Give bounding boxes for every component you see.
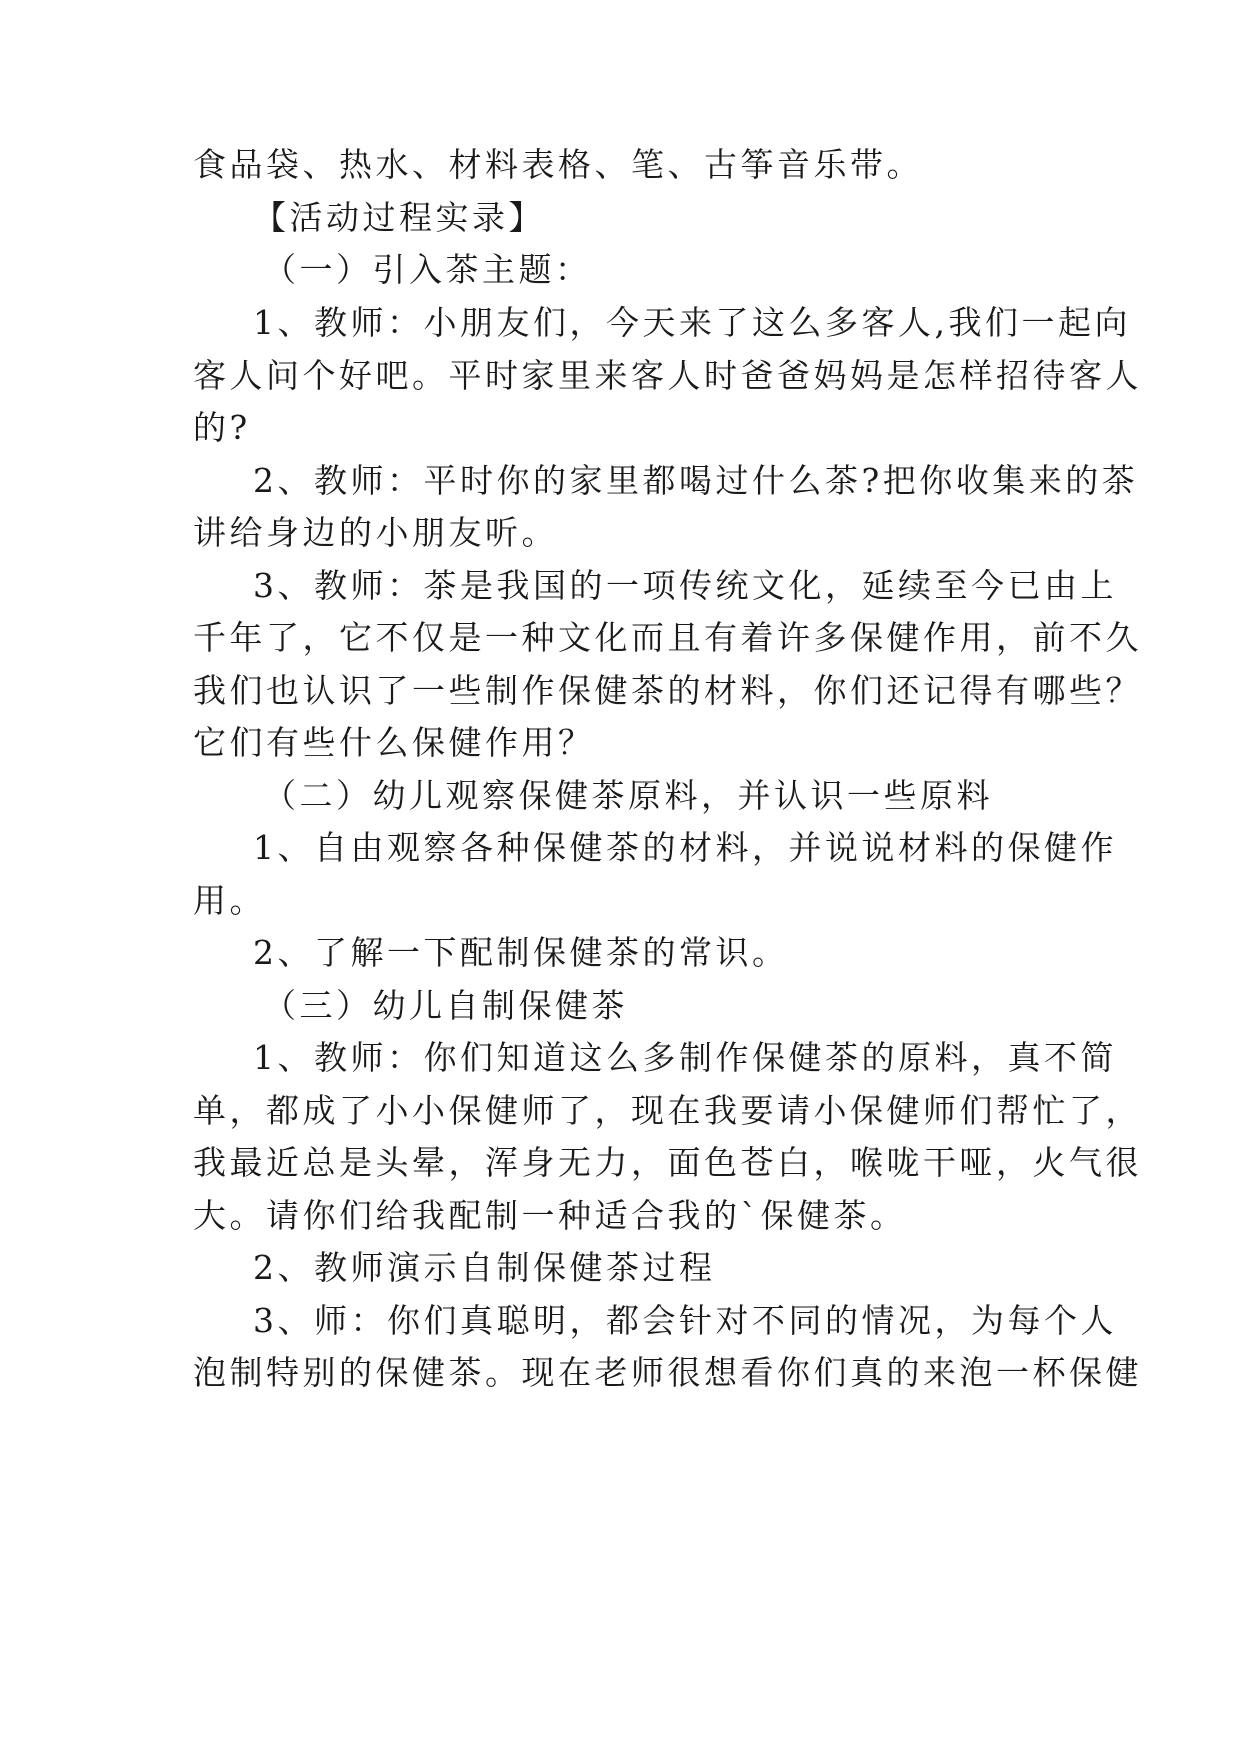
section-heading: 【活动过程实录】 xyxy=(253,198,545,237)
subsection-heading: （一）引入茶主题： xyxy=(263,250,592,289)
text-line: 千年了，它不仅是一种文化而且有着许多保健作用，前不久 xyxy=(193,618,1142,657)
text-line: 1、自由观察各种保健茶的材料，并说说材料的保健作 xyxy=(253,828,1117,867)
text-line: 大。请你们给我配制一种适合我的`保健茶。 xyxy=(193,1196,907,1235)
text-line: 泡制特别的保健茶。现在老师很想看你们真的来泡一杯保健 xyxy=(193,1353,1142,1392)
text-line: 单，都成了小小保健师了，现在我要请小保健师们帮忙了， xyxy=(193,1091,1142,1130)
text-line: 2、了解一下配制保健茶的常识。 xyxy=(253,933,789,972)
text-line: 的? xyxy=(193,408,251,447)
subsection-heading: （二）幼儿观察保健茶原料，并认识一些原料 xyxy=(263,776,993,815)
subsection-heading: （三）幼儿自制保健茶 xyxy=(263,986,628,1025)
text-line: 食品袋、热水、材料表格、笔、古筝音乐带。 xyxy=(193,145,923,184)
text-line: 1、教师：你们知道这么多制作保健茶的原料，真不简 xyxy=(253,1038,1117,1077)
text-line: 2、教师：平时你的家里都喝过什么茶?把你收集来的茶 xyxy=(253,461,1139,500)
text-line: 3、师：你们真聪明，都会针对不同的情况，为每个人 xyxy=(253,1301,1117,1340)
text-line: 讲给身边的小朋友听。 xyxy=(193,513,558,552)
text-line: 3、教师：茶是我国的一项传统文化，延续至今已由上 xyxy=(253,566,1117,605)
text-line: 2、教师演示自制保健茶过程 xyxy=(253,1248,716,1287)
text-line: 我最近总是头晕，浑身无力，面色苍白，喉咙干哑，火气很 xyxy=(193,1143,1142,1182)
text-line: 1、教师：小朋友们，今天来了这么多客人,我们一起向 xyxy=(253,303,1131,342)
text-line: 我们也认识了一些制作保健茶的材料，你们还记得有哪些？ xyxy=(193,671,1142,710)
text-line: 客人问个好吧。平时家里来客人时爸爸妈妈是怎样招待客人 xyxy=(193,356,1142,395)
text-line: 它们有些什么保健作用？ xyxy=(193,723,595,762)
text-line: 用。 xyxy=(193,881,266,920)
